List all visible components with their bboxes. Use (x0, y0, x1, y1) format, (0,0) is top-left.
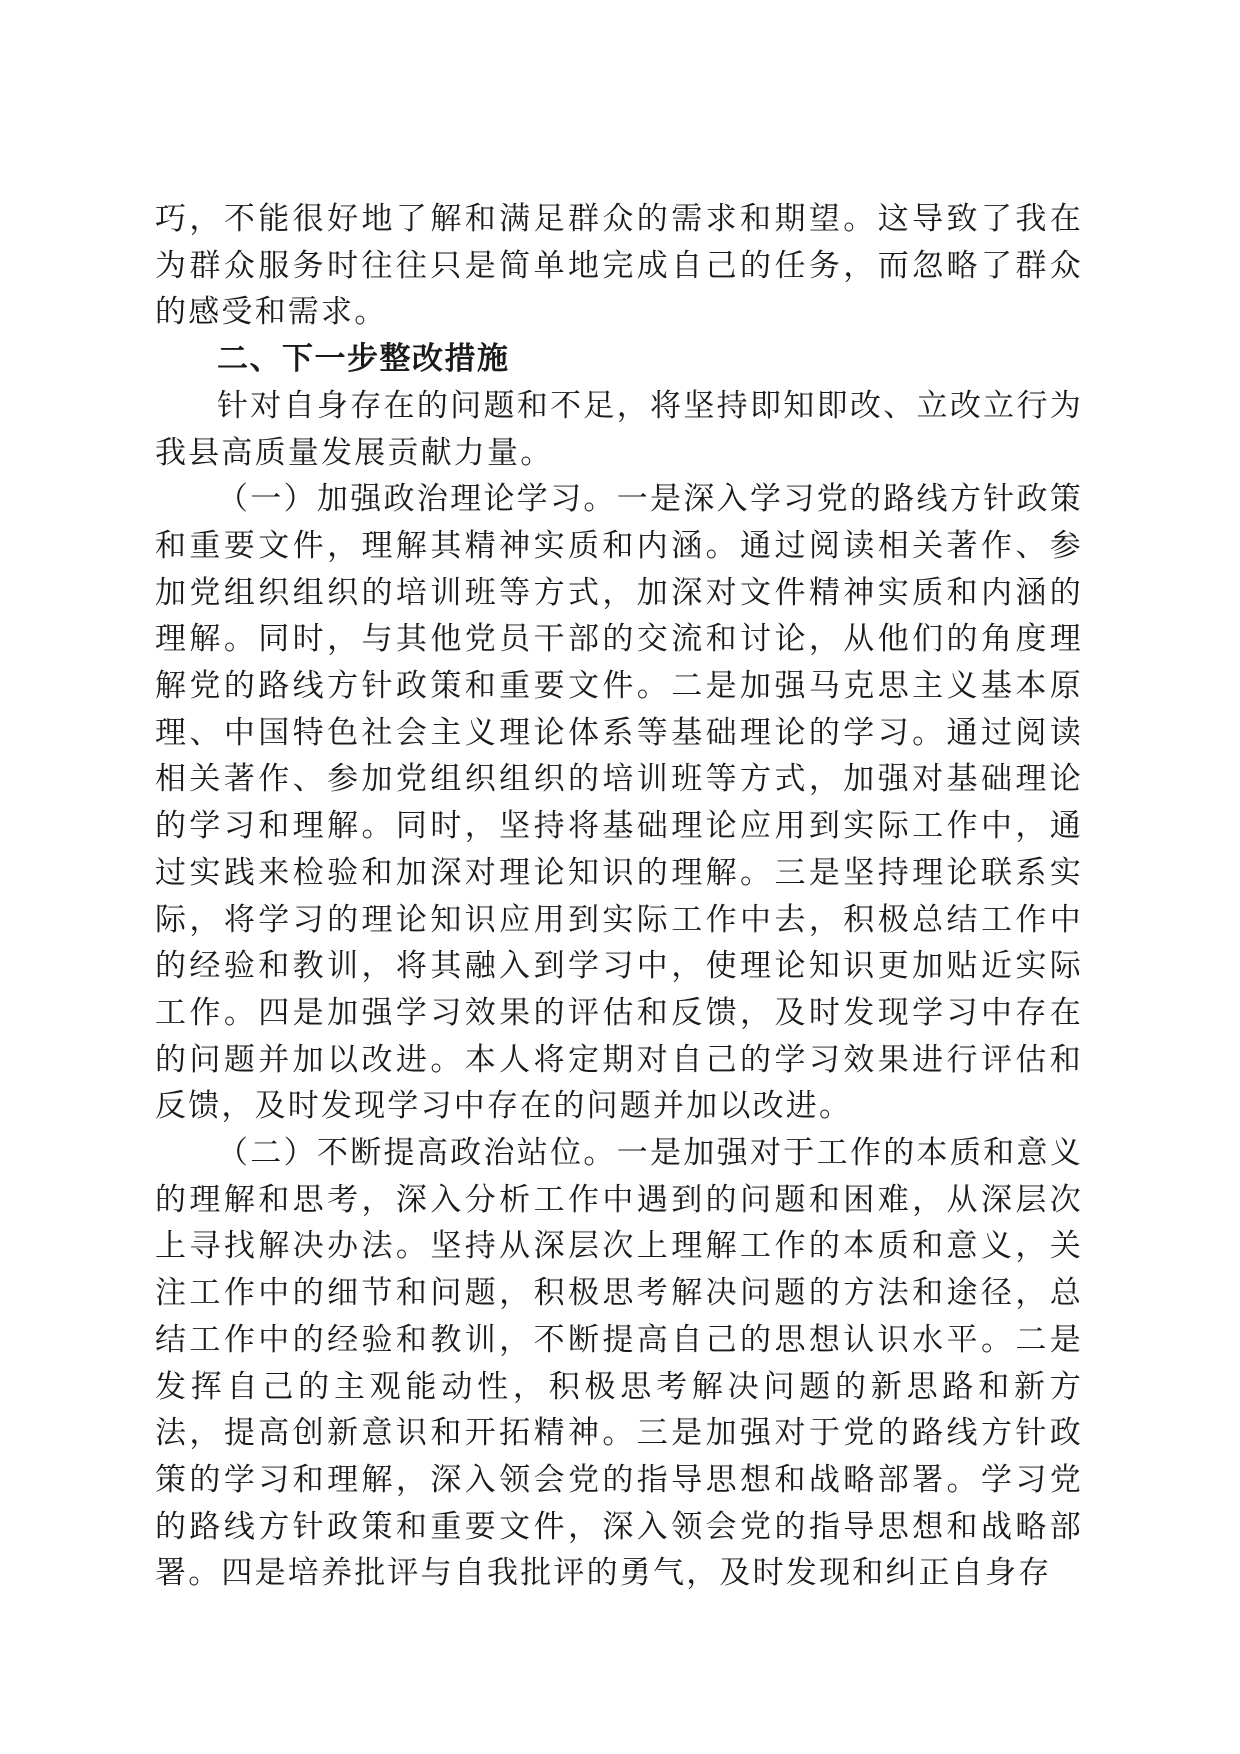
paragraph-study-body: 一是深入学习党的路线方针政策和重要文件，理解其精神实质和内涵。通过阅读相关著作、参加党组织组织的培训班等方式，加深对文件精神实质和内涵的理解。同时，与其他党员干部的交流和讨论，从他们的角度理解党的路线方针政策和重要文件。二是加强马克思主义基本原理、中国特色社会主义理论体系等基础理论的学习。通过阅读相关著作、参加党组织组织的培训班等方式，加强对基础理论的学习和理解。同时，坚持将基础理论应用到实际工作中，通过实践来检验和加深对理论知识的理解。三是坚持理论联系实际，将学习的理论知识应用到实际工作中去，积极总结工作中的经验和教训，将其融入到学习中，使理论知识更加贴近实际工作。四是加强学习效果的评估和反馈，及时发现学习中存在的问题并加以改进。本人将定期对自己的学习效果进行评估和反馈，及时发现学习中存在的问题并加以改进。 (155, 481, 1083, 1125)
paragraph-study (155, 476, 1083, 1130)
paragraph-stance (155, 1130, 1083, 1597)
section-heading: 二、下一步整改措施 (217, 341, 510, 378)
paragraph-intro: 针对自身存在的问题和不足，将坚持即知即改、立改立行为我县高质量发展贡献力量。 (155, 387, 1083, 471)
subsection-heading-stance: （二）不断提高政治站位。 (217, 1135, 617, 1172)
subsection-heading-study: （一）加强政治理论学习。 (217, 481, 617, 518)
paragraph-stance-body: 一是加强对于工作的本质和意义的理解和思考，深入分析工作中遇到的问题和困难，从深层次上寻找解决办法。坚持从深层次上理解工作的本质和意义，关注工作中的细节和问题，积极思考解决问题的方法和途径，总结工作中的经验和教训，不断提高自己的思想认识水平。二是发挥自己的主观能动性，积极思考解决问题的新思路和新方法，提高创新意识和开拓精神。三是加强对于党的路线方针政策的学习和理解，深入领会党的指导思想和战略部署。学习党的路线方针政策和重要文件，深入领会党的指导思想和战略部署。四是培养批评与自我批评的勇气，及时发现和纠正自身存 (155, 1135, 1083, 1592)
document-body (155, 196, 1083, 1597)
paragraph-continuation: 巧，不能很好地了解和满足群众的需求和期望。这导致了我在为群众服务时往往只是简单地完成自己的任务，而忽略了群众的感受和需求。 (155, 201, 1083, 331)
